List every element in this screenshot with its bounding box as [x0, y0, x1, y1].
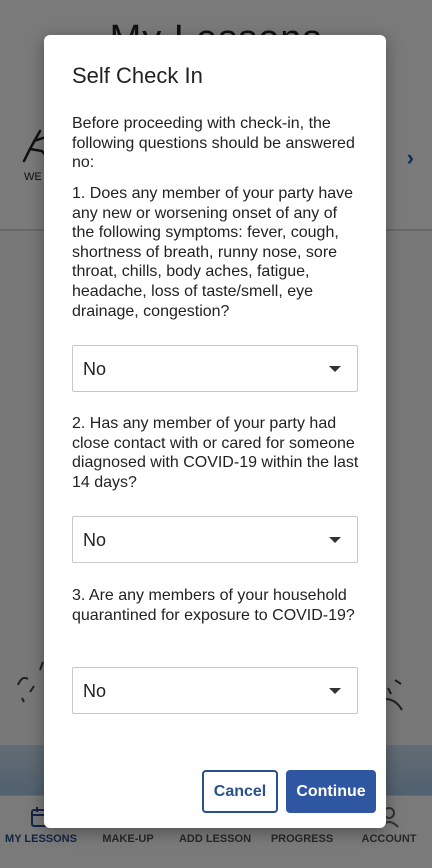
cancel-button[interactable]: Cancel: [202, 770, 278, 813]
self-check-in-dialog: [44, 35, 386, 828]
question-2-text: 2. Has any member of your party had close contact with or cared for someone diagnosed with COVID-19 within the last 14 days?: [72, 415, 359, 491]
question-3-text: 3. Are any members of your household quarantined for exposure to COVID-19?: [72, 587, 355, 624]
select-value: No: [83, 530, 107, 550]
question-1-select[interactable]: [72, 345, 358, 392]
question-2-select[interactable]: [72, 516, 358, 563]
caret-down-icon: [329, 537, 341, 543]
dialog-intro-text: Before proceeding with check-in, the following questions should be answered no:: [72, 115, 355, 172]
select-value: No: [83, 359, 107, 379]
question-1-text: 1. Does any member of your party have any new or worsening onset of any of the following symptoms: fever, cough, shortness of breath, runny nose, sore throat, chills, body aches, fatigue, headache, loss of taste/smell, eye drainage, congestion?: [72, 185, 354, 320]
continue-button[interactable]: Continue: [286, 770, 376, 813]
question-3-select[interactable]: [72, 667, 358, 714]
select-value: No: [83, 681, 107, 701]
caret-down-icon: [329, 688, 341, 694]
dialog-title: Self Check In: [72, 63, 203, 88]
caret-down-icon: [329, 366, 341, 372]
